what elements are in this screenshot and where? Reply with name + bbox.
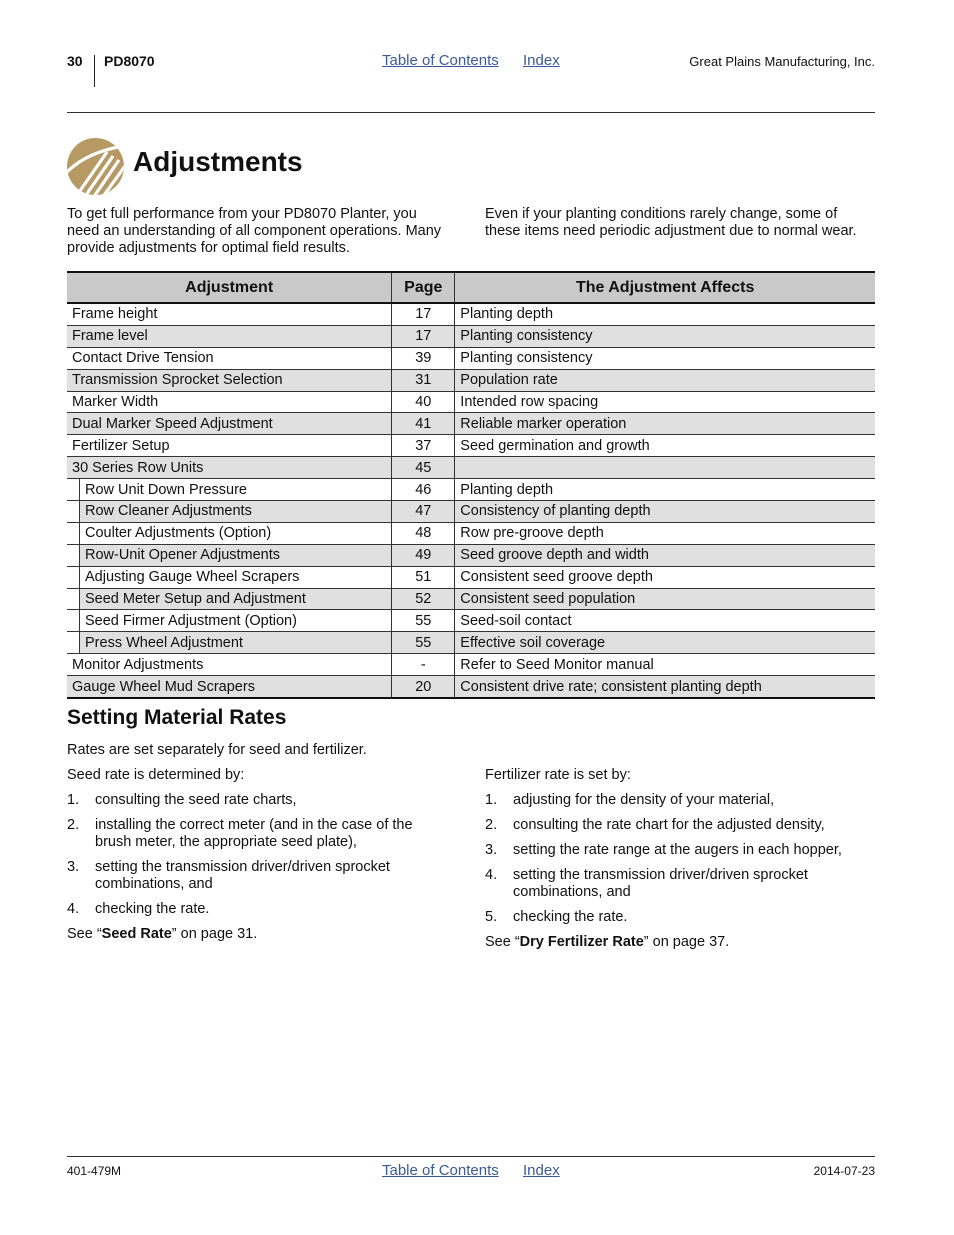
table-row	[67, 325, 875, 347]
page-cell: 39	[392, 347, 455, 369]
table-row	[67, 391, 875, 413]
page-cell: 37	[392, 435, 455, 457]
section-heading: Setting Material Rates	[67, 706, 287, 729]
indent-cell	[67, 544, 80, 566]
table-row	[67, 413, 875, 435]
affects-cell: Effective soil coverage	[455, 632, 875, 654]
page-cell: 45	[392, 457, 455, 479]
fertilizer-rate-column	[485, 767, 877, 951]
adjustment-cell: Marker Width	[67, 391, 392, 413]
page-cell: 40	[392, 391, 455, 413]
adjustment-cell: Coulter Adjustments (Option)	[80, 522, 392, 544]
affects-cell: Consistent seed groove depth	[455, 566, 875, 588]
adjustment-cell: Row Unit Down Pressure	[80, 479, 392, 501]
header-index-link[interactable]: Index	[523, 52, 560, 69]
page-cell: 31	[392, 369, 455, 391]
adjustment-cell: Seed Meter Setup and Adjustment	[80, 588, 392, 610]
step-number: 3.	[67, 859, 80, 875]
column-header-page: Page	[392, 272, 455, 303]
page-cell: 17	[392, 325, 455, 347]
adjustment-cell: Contact Drive Tension	[67, 347, 392, 369]
affects-cell: Refer to Seed Monitor manual	[455, 654, 875, 676]
header-toc-link[interactable]: Table of Contents	[382, 52, 499, 69]
affects-cell: Seed germination and growth	[455, 435, 875, 457]
step-text: setting the rate range at the augers in each hopper,	[513, 842, 842, 858]
indent-cell	[67, 632, 80, 654]
affects-cell: Population rate	[455, 369, 875, 391]
page-cell: 47	[392, 501, 455, 523]
seed-rate-steps	[67, 792, 452, 918]
adjustment-cell: Seed Firmer Adjustment (Option)	[80, 610, 392, 632]
page-cell: 46	[392, 479, 455, 501]
page-number: 30	[67, 53, 83, 69]
fertilizer-rate-step	[485, 817, 877, 834]
affects-cell: Planting depth	[455, 303, 875, 325]
page-cell: 17	[392, 303, 455, 325]
step-text: installing the correct meter (and in the case of the brush meter, the appropriate seed plate),	[95, 817, 413, 850]
adjustment-cell: Adjusting Gauge Wheel Scrapers	[80, 566, 392, 588]
table-row	[67, 501, 875, 523]
adjustment-cell: Gauge Wheel Mud Scrapers	[67, 676, 392, 698]
page-cell: 55	[392, 610, 455, 632]
step-text: consulting the seed rate charts,	[95, 792, 297, 808]
affects-cell	[455, 457, 875, 479]
footer-index-link[interactable]: Index	[523, 1162, 560, 1179]
step-text: adjusting for the density of your material,	[513, 792, 775, 808]
step-text: checking the rate.	[95, 901, 210, 917]
indent-cell	[67, 610, 80, 632]
publication-date: 2014-07-23	[813, 1164, 875, 1178]
table-row	[67, 347, 875, 369]
indent-cell	[67, 566, 80, 588]
table-row	[67, 632, 875, 654]
seed-rate-step	[67, 901, 452, 918]
affects-cell: Consistency of planting depth	[455, 501, 875, 523]
affects-cell: Consistent seed population	[455, 588, 875, 610]
table-row	[67, 303, 875, 325]
page-cell: 20	[392, 676, 455, 698]
document-number: 401-479M	[67, 1164, 122, 1178]
step-number: 5.	[485, 909, 498, 925]
affects-cell: Planting depth	[455, 479, 875, 501]
fertilizer-rate-step	[485, 792, 877, 809]
company-name: Great Plains Manufacturing, Inc.	[689, 54, 875, 69]
table-row	[67, 676, 875, 698]
adjustment-cell: Press Wheel Adjustment	[80, 632, 392, 654]
adjustment-cell: Row Cleaner Adjustments	[80, 501, 392, 523]
affects-cell: Row pre-groove depth	[455, 522, 875, 544]
adjustment-cell: Transmission Sprocket Selection	[67, 369, 392, 391]
column-header-adjustment: Adjustment	[67, 272, 392, 303]
page-cell: 49	[392, 544, 455, 566]
adjustment-cell: Dual Marker Speed Adjustment	[67, 413, 392, 435]
table-row	[67, 522, 875, 544]
page-cell: 55	[392, 632, 455, 654]
adjustments-table	[67, 271, 875, 699]
table-header-row	[67, 272, 875, 303]
affects-cell: Planting consistency	[455, 347, 875, 369]
seed-rate-intro: Seed rate is determined by:	[67, 767, 245, 783]
adjustment-cell: 30 Series Row Units	[67, 457, 392, 479]
footer-toc-link[interactable]: Table of Contents	[382, 1162, 499, 1179]
step-number: 3.	[485, 842, 498, 858]
indent-cell	[67, 479, 80, 501]
adjustment-cell: Frame level	[67, 325, 392, 347]
indent-cell	[67, 522, 80, 544]
seed-rate-column	[67, 767, 452, 943]
seed-rate-link[interactable]: Seed Rate	[101, 926, 172, 942]
adjustment-cell: Row-Unit Opener Adjustments	[80, 544, 392, 566]
affects-cell: Intended row spacing	[455, 391, 875, 413]
seed-rate-step	[67, 792, 452, 809]
page-cell: 41	[392, 413, 455, 435]
indent-cell	[67, 588, 80, 610]
indent-cell	[67, 501, 80, 523]
affects-cell: Seed groove depth and width	[455, 544, 875, 566]
page-cell: -	[392, 654, 455, 676]
step-text: setting the transmission driver/driven sprocket combinations, and	[95, 859, 390, 892]
step-text: checking the rate.	[513, 909, 628, 925]
step-number: 2.	[485, 817, 498, 833]
seed-rate-step	[67, 859, 452, 893]
table-row	[67, 544, 875, 566]
fertilizer-rate-step	[485, 867, 877, 901]
step-number: 2.	[67, 817, 80, 833]
step-number: 1.	[67, 792, 80, 808]
fertilizer-rate-reference: See “Dry Fertilizer Rate” on page 37.	[485, 934, 730, 950]
page-cell: 52	[392, 588, 455, 610]
page-cell: 51	[392, 566, 455, 588]
affects-cell: Consistent drive rate; consistent planting depth	[455, 676, 875, 698]
page-cell: 48	[392, 522, 455, 544]
table-row	[67, 654, 875, 676]
great-plains-logo-icon	[67, 138, 124, 195]
fertilizer-rate-link[interactable]: Dry Fertilizer Rate	[519, 934, 644, 950]
fertilizer-rate-steps	[485, 792, 877, 926]
step-text: consulting the rate chart for the adjusted density,	[513, 817, 825, 833]
table-row	[67, 435, 875, 457]
section-lead: Rates are set separately for seed and fertilizer.	[67, 742, 367, 758]
affects-cell: Reliable marker operation	[455, 413, 875, 435]
step-number: 1.	[485, 792, 498, 808]
intro-left-paragraph: To get full performance from your PD8070 Planter, you need an understanding of all component operations. Many provide adjustments for optimal field results.	[67, 206, 442, 256]
header-divider	[94, 55, 95, 87]
seed-rate-step	[67, 817, 452, 851]
adjustment-cell: Monitor Adjustments	[67, 654, 392, 676]
table-row	[67, 457, 875, 479]
adjustment-cell: Frame height	[67, 303, 392, 325]
header-rule	[67, 112, 875, 113]
fertilizer-rate-step	[485, 842, 877, 859]
column-header-affects: The Adjustment Affects	[455, 272, 875, 303]
table-row	[67, 566, 875, 588]
table-row	[67, 479, 875, 501]
fertilizer-rate-step	[485, 909, 877, 926]
table-row	[67, 610, 875, 632]
intro-right-paragraph: Even if your planting conditions rarely change, some of these items need periodic adjustment due to normal wear.	[485, 206, 857, 239]
step-number: 4.	[67, 901, 80, 917]
footer-rule	[67, 1156, 875, 1157]
table-row	[67, 369, 875, 391]
fertilizer-rate-intro: Fertilizer rate is set by:	[485, 767, 631, 783]
step-text: setting the transmission driver/driven sprocket combinations, and	[513, 867, 808, 900]
table-row	[67, 588, 875, 610]
seed-rate-reference: See “Seed Rate” on page 31.	[67, 926, 258, 942]
step-number: 4.	[485, 867, 498, 883]
affects-cell: Planting consistency	[455, 325, 875, 347]
adjustment-cell: Fertilizer Setup	[67, 435, 392, 457]
affects-cell: Seed-soil contact	[455, 610, 875, 632]
model-name: PD8070	[104, 53, 155, 69]
page-title: Adjustments	[133, 146, 303, 177]
